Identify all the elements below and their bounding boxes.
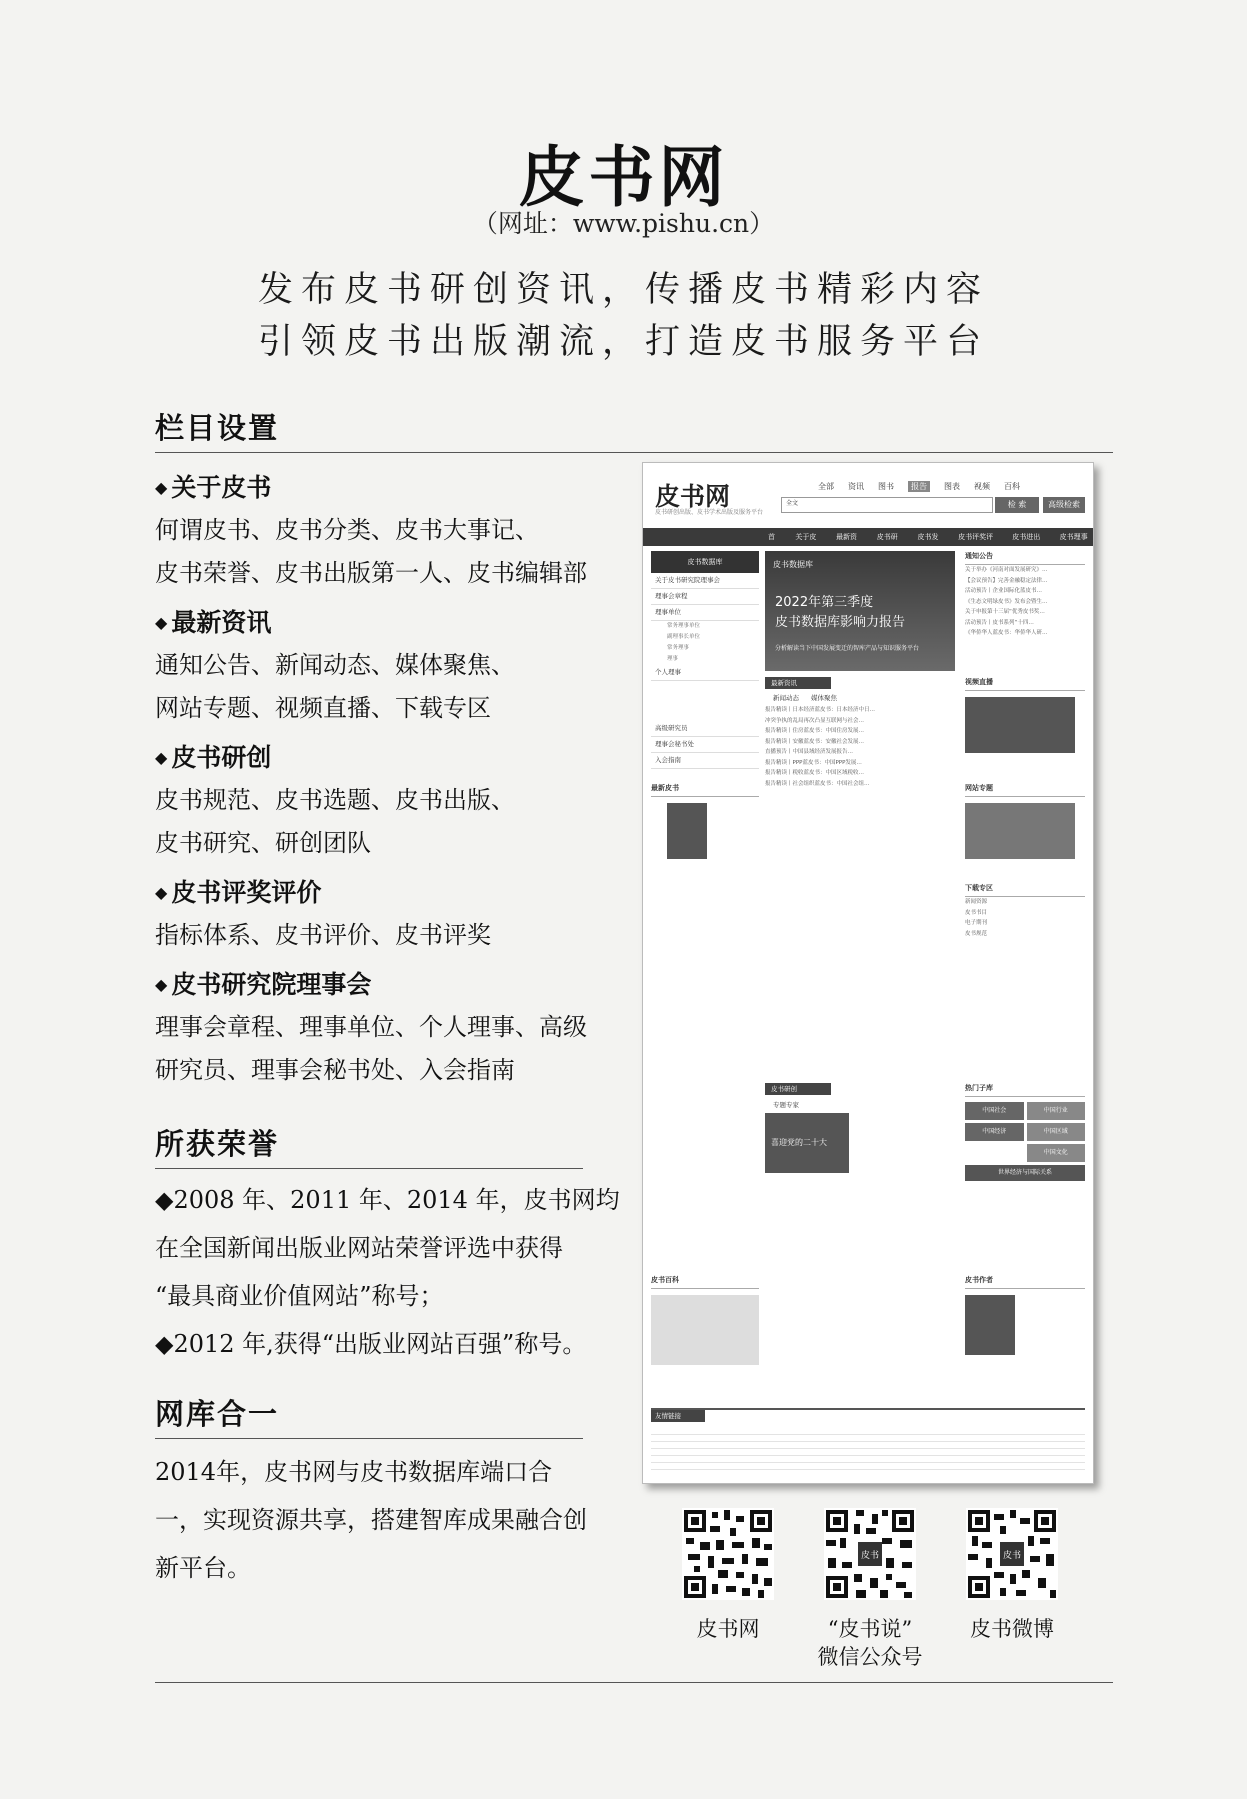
search-button[interactable]: 检 索 (995, 497, 1039, 513)
search-input[interactable] (781, 497, 993, 513)
qr-label-wechat-1: “皮书说” (827, 1617, 913, 1641)
notice-item[interactable]: 《华侨华人蓝皮书：华侨华人研… (965, 630, 1048, 636)
sidebar-item[interactable]: 个人理事 (651, 665, 759, 681)
experts-panel (965, 1275, 1085, 1355)
special-head: 专题专家 (773, 1101, 799, 1109)
news-tab[interactable]: 媒体聚焦 (811, 694, 837, 702)
search-tab[interactable]: 全部 (818, 482, 834, 491)
sidebar-item[interactable]: 理事单位 (651, 605, 759, 621)
notice-item[interactable]: 关于申报第十三届“优秀皮书奖… (965, 609, 1045, 615)
banner-title: 2022年第三季度 (775, 595, 874, 610)
notice-panel (965, 551, 1085, 639)
nav-item[interactable]: 首 (768, 533, 775, 541)
qr-code-weibo (966, 1508, 1058, 1604)
thinktank-item[interactable]: 中国行业 (1027, 1102, 1086, 1120)
download-item[interactable]: 电子期刊 (965, 920, 988, 926)
thinktank-item[interactable]: 中国经济 (965, 1123, 1024, 1141)
nav-item[interactable]: 最新资 (836, 533, 858, 541)
news-tabs (773, 693, 955, 702)
search-tabs (818, 481, 1020, 492)
nav-item[interactable]: 皮书评奖评价 (958, 533, 994, 559)
category-about (155, 470, 595, 595)
topic-image[interactable] (965, 803, 1075, 859)
thinktank-item[interactable]: 中国文化 (1027, 1144, 1086, 1162)
nav-item[interactable]: 皮书进出去 (1012, 533, 1041, 559)
diamond-bullet-icon: ◆ (155, 975, 168, 994)
sidebar-sub-item[interactable]: 副理事长单位 (667, 634, 701, 640)
baike-panel (651, 1275, 759, 1365)
sidebar-sub-item[interactable]: 常务理事 (667, 645, 690, 651)
category-awards (155, 875, 595, 957)
slogan-line-1: 发布皮书研创资讯，传播皮书精彩内容 (257, 270, 989, 310)
site-logo: 皮书网 (655, 482, 731, 511)
category-line: 研究员、理事会秘书处、入会指南 (155, 1056, 515, 1084)
sidebar-sub-item[interactable]: 常务理事单位 (667, 623, 701, 629)
experts-head: 皮书作者 (965, 1275, 1085, 1289)
category-research (155, 740, 595, 865)
news-item[interactable]: 报告精读丨安徽蓝皮书：安徽社会发展… (765, 738, 865, 745)
qr-code-icon (966, 1508, 1058, 1600)
category-title: 关于皮书 (171, 473, 272, 502)
merge-line: 新平台。 (155, 1554, 251, 1582)
news-item[interactable]: 报告精读丨日本经济蓝皮书：日本经济中日… (765, 707, 876, 713)
category-line: 指标体系、皮书评价、皮书评奖 (155, 921, 491, 949)
search-tab[interactable]: 视频 (974, 482, 990, 491)
thinktank-item[interactable]: 中国区域 (1027, 1123, 1086, 1141)
bottom-rule (155, 1682, 1113, 1683)
category-council (155, 967, 595, 1092)
svg-text:皮书: 皮书 (1002, 1551, 1022, 1561)
expert-photo[interactable] (965, 1295, 1015, 1355)
website-screenshot (642, 462, 1094, 1484)
merge-line: 一，实现资源共享，搭建智库成果融合创 (155, 1506, 587, 1534)
site-url: （网址：www.pishu.cn） (472, 209, 775, 238)
thinktank-panel (965, 1083, 1085, 1181)
diamond-bullet-icon: ◆ (155, 478, 168, 497)
news-item[interactable]: 报告精读丨住房蓝皮书：中国住房发展… (765, 728, 865, 734)
slogan-line-2: 引领皮书出版潮流，打造皮书服务平台 (257, 322, 989, 362)
diamond-bullet-icon: ◆ (155, 748, 168, 767)
site-logo-subtitle: 皮书研创出版、皮书学术出版及服务平台 (655, 509, 764, 516)
news-item[interactable]: 冲突争执的乱局再次凸显互联网与社会… (765, 717, 865, 724)
footer-links-head: 友情链接 (651, 1410, 705, 1422)
category-title: 皮书评奖评价 (171, 878, 322, 907)
search-tab[interactable]: 图表 (944, 482, 960, 491)
qr-code-wechat (824, 1508, 916, 1604)
download-item[interactable]: 皮书书目 (965, 909, 988, 916)
news-item[interactable]: 直播预告丨中国县域经济发展报告… (765, 749, 854, 755)
page-title: 皮书网 (518, 138, 729, 216)
qr-label-site: 皮书网 (696, 1617, 760, 1641)
search-tab-active[interactable]: 报告 (908, 481, 930, 492)
news-tab[interactable]: 新闻动态 (773, 694, 799, 702)
nav-item[interactable]: 关于皮 (795, 533, 817, 541)
category-line: 何谓皮书、皮书分类、皮书大事记、 (155, 516, 539, 544)
thinktank-grid (965, 1102, 1085, 1162)
news-item[interactable]: 报告精读丨社会组织蓝皮书：中国社会组… (765, 780, 870, 787)
nav-item[interactable]: 皮书发 (917, 533, 939, 541)
honor-line: “最具商业价值网站”称号； (155, 1282, 444, 1310)
svg-text:皮书: 皮书 (860, 1551, 880, 1561)
video-head: 视频直播 (965, 677, 1085, 691)
site-footer (651, 1408, 1085, 1478)
nav-item[interactable]: 皮书研 (876, 533, 898, 541)
sidebar-item[interactable]: 高级研究员 (651, 721, 759, 737)
news-panel (765, 677, 955, 789)
thinktank-head: 热门子库 (965, 1083, 1085, 1097)
notice-item[interactable]: 活动预告丨皮书系列“十四… (965, 619, 1034, 626)
category-line: 理事会章程、理事单位、个人理事、高级 (155, 1013, 587, 1041)
category-title: 最新资讯 (171, 608, 272, 637)
thinktank-item[interactable]: 世界经济与国际关系 (965, 1165, 1085, 1181)
sidebar-head[interactable]: 皮书数据库 (651, 551, 759, 573)
category-news (155, 605, 595, 730)
news-item[interactable]: 报告精读丨PPP蓝皮书：中国PPP发展… (765, 759, 862, 766)
qr-code-icon (682, 1508, 774, 1600)
category-title: 皮书研究院理事会 (171, 970, 372, 999)
category-line: 网站专题、视频直播、下载专区 (155, 694, 491, 722)
download-item[interactable]: 皮书规范 (965, 930, 988, 937)
notice-head: 通知公告 (965, 551, 1085, 565)
qr-label-weibo: 皮书微博 (970, 1617, 1054, 1641)
honor-line: 在全国新闻出版业网站荣誉评选中获得 (155, 1234, 563, 1262)
merge-text (155, 1448, 595, 1592)
category-line: 皮书荣誉、皮书出版第一人、皮书编辑部 (155, 559, 587, 587)
site-sidebar (651, 551, 759, 859)
qr-code-site (682, 1508, 774, 1604)
honors-heading-rule (155, 1168, 583, 1169)
honors-heading: 所获荣誉 (155, 1127, 280, 1161)
search-tab[interactable]: 图书 (878, 482, 894, 491)
columns-heading: 栏目设置 (155, 411, 280, 445)
merge-line: 2014年，皮书网与皮书数据库端口合 (155, 1458, 553, 1486)
research-panel (765, 1083, 955, 1173)
advanced-search-button[interactable]: 高级检索 (1043, 497, 1085, 513)
sidebar-item[interactable]: 关于皮书研究院理事会 (651, 573, 759, 589)
sidebar-sub-item[interactable]: 理事 (667, 656, 679, 662)
merge-heading: 网库合一 (155, 1397, 280, 1431)
notice-item[interactable]: 《生态文明绿皮书》发布会暨生… (965, 598, 1048, 605)
baike-head: 皮书百科 (651, 1275, 759, 1289)
news-item[interactable]: 报告精读丨税收蓝皮书：中国区域税收… (765, 770, 865, 776)
nav-item[interactable]: 皮书理事会 (1059, 533, 1088, 559)
banner-brand: 皮书数据库 (773, 560, 813, 569)
feature-banner-text: 喜迎党的二十大 (771, 1138, 827, 1147)
latest-books-head: 最新皮书 (651, 783, 759, 797)
notice-item[interactable]: 活动预告丨企业国际化蓝皮书… (965, 588, 1043, 594)
thinktank-item[interactable]: 中国社会 (965, 1102, 1024, 1120)
sidebar-item[interactable]: 理事会秘书处 (651, 737, 759, 753)
honors-text (155, 1176, 620, 1368)
diamond-bullet-icon: ◆ (155, 883, 168, 902)
banner-caption: 分析解读当下中国发展变迁的智库产品与知识服务平台 (775, 645, 920, 652)
qr-label-wechat-2: 微信公众号 (817, 1645, 923, 1669)
sidebar-item[interactable]: 入会指南 (651, 753, 759, 769)
category-line: 皮书研究、研创团队 (155, 829, 371, 857)
baike-image[interactable] (651, 1295, 759, 1365)
category-list (155, 470, 595, 1092)
category-line: 皮书规范、皮书选题、皮书出版、 (155, 786, 515, 814)
download-item[interactable]: 新闻资源 (965, 899, 988, 905)
footer-links[interactable] (651, 1428, 1085, 1470)
honor-line: ◆2008 年、2011 年、2014 年，皮书网均 (155, 1186, 620, 1214)
honor-line: ◆2012 年,获得“出版业网站百强”称号。 (155, 1330, 587, 1358)
download-head: 下载专区 (965, 883, 1085, 897)
search-tab[interactable]: 百科 (1004, 482, 1020, 491)
qr-code-icon (824, 1508, 916, 1600)
topic-head: 网站专题 (965, 783, 1085, 797)
columns-heading-rule (155, 452, 1113, 453)
banner-subtitle: 皮书数据库影响力报告 (775, 615, 906, 630)
notice-item[interactable]: 关于举办《河南对面发展研究》… (965, 567, 1048, 573)
sidebar-item[interactable]: 理事会章程 (651, 589, 759, 605)
video-thumbnail[interactable] (965, 697, 1075, 753)
book-cover-image[interactable] (667, 803, 707, 859)
research-head: 皮书研创 (765, 1083, 831, 1095)
news-head: 最新资讯 (765, 677, 831, 689)
notice-item[interactable]: 【会议预告】完善金融稳定法律… (965, 577, 1048, 584)
feature-banner[interactable] (765, 1113, 849, 1173)
merge-heading-rule (155, 1438, 583, 1439)
search-scope[interactable]: 全文 (786, 500, 799, 507)
category-title: 皮书研创 (171, 743, 272, 772)
category-line: 通知公告、新闻动态、媒体聚焦、 (155, 651, 515, 679)
diamond-bullet-icon: ◆ (155, 613, 168, 632)
promo-banner[interactable] (765, 551, 955, 671)
video-panel (965, 677, 1085, 939)
search-tab[interactable]: 资讯 (848, 482, 864, 491)
